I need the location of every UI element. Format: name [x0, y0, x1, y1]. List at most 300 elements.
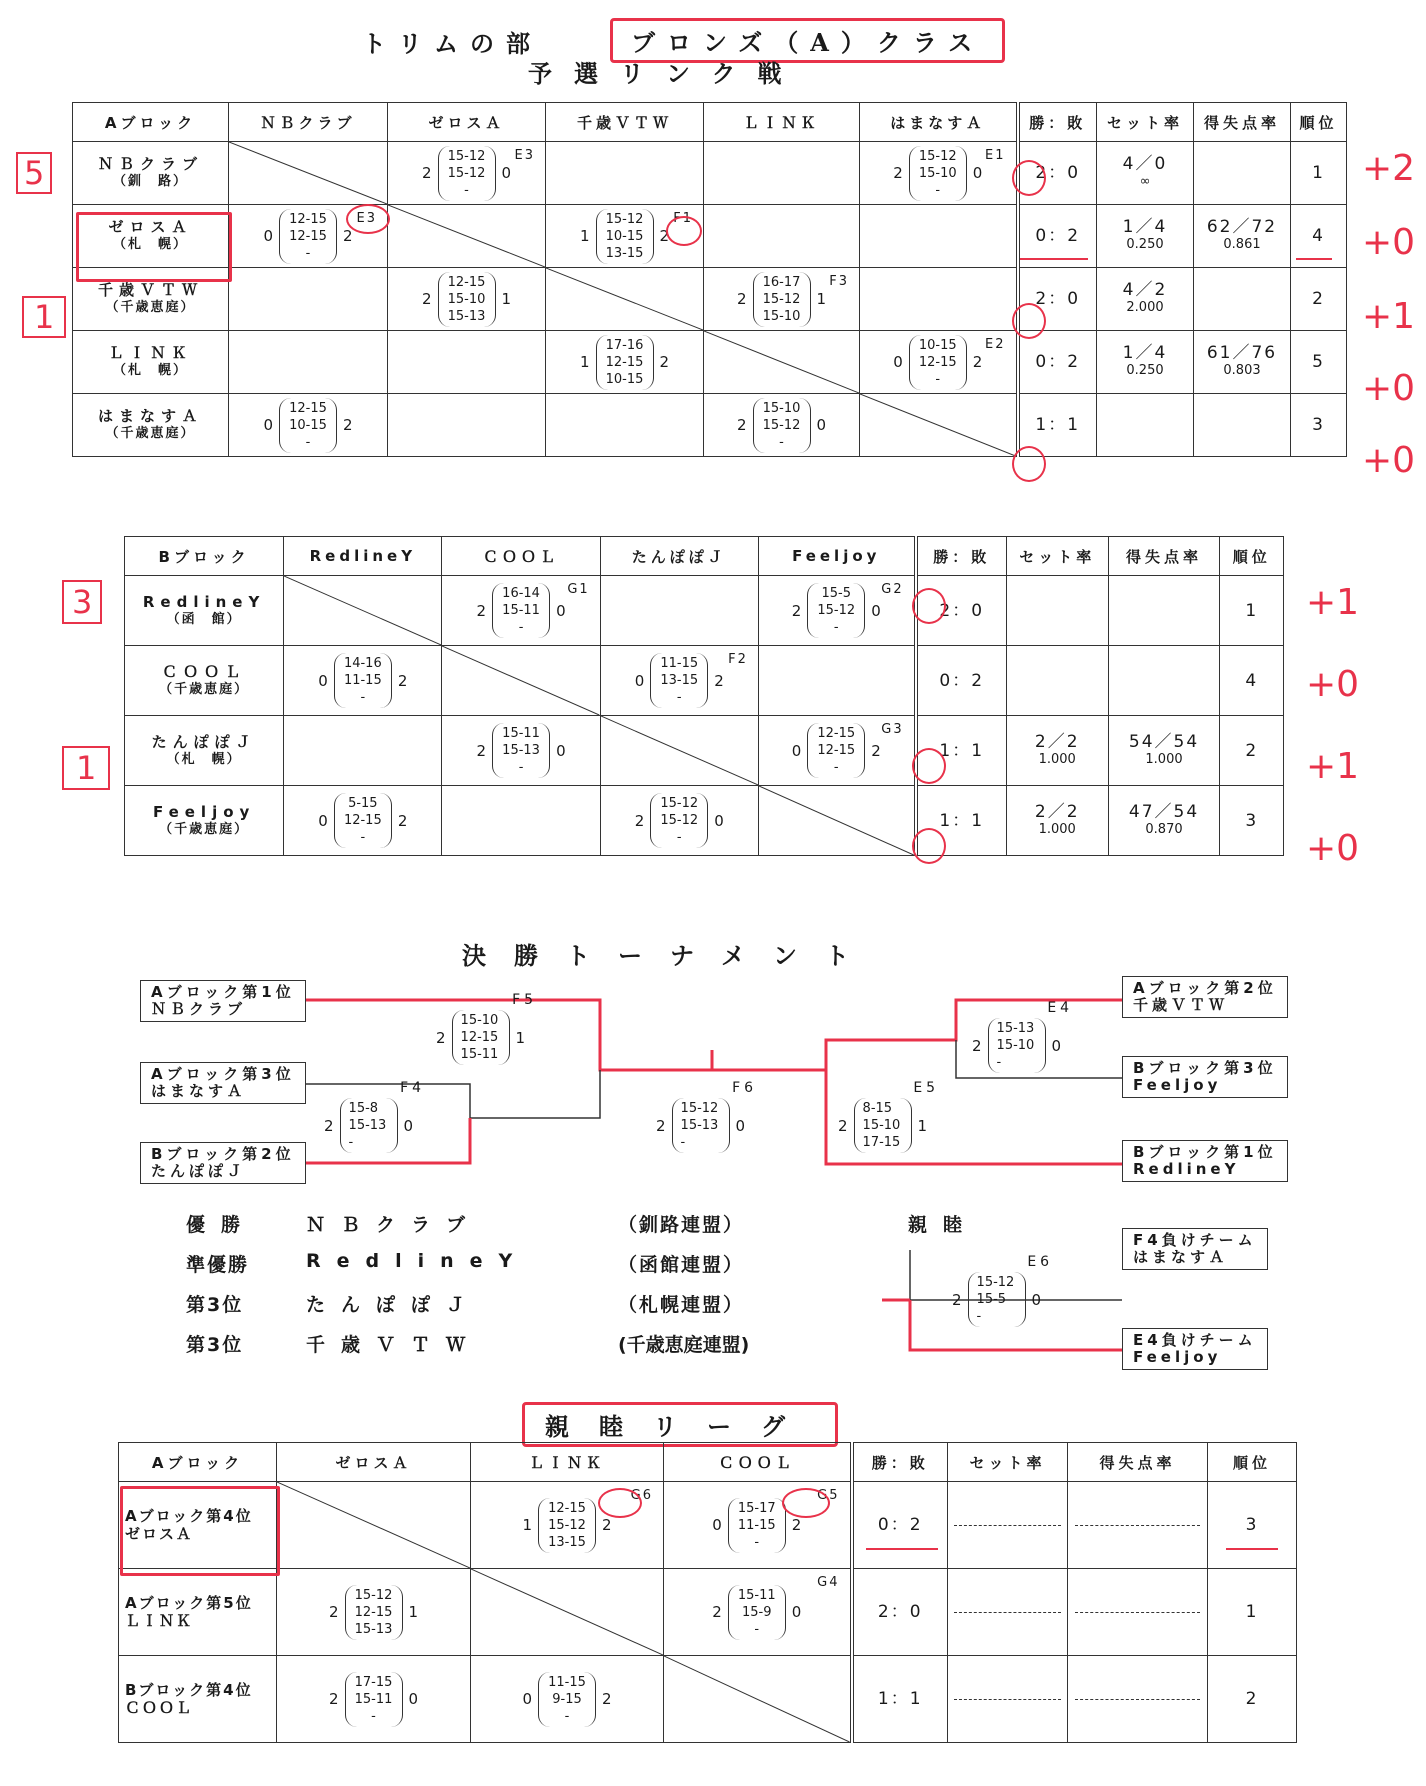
set-score: 15-12 — [918, 148, 957, 164]
point-decimal: 0.870 — [1145, 821, 1183, 837]
wl-header: 勝：敗 — [1018, 103, 1097, 142]
rank-value: 1 — [1245, 600, 1259, 621]
rank-value: 3 — [1245, 1515, 1259, 1535]
team-name-line: はまなすＡ — [97, 407, 203, 425]
set-score: 15-5 — [976, 1292, 1007, 1307]
set-score: 12-15 — [289, 228, 327, 244]
col-header: Feeljoy — [758, 537, 915, 576]
set-score: 10-15 — [918, 337, 957, 353]
friendship-label: 親睦 — [908, 1214, 979, 1236]
match-code: F1 — [673, 211, 693, 226]
set-score: 15-17 — [737, 1500, 776, 1516]
set-score: 15-12 — [660, 796, 699, 811]
friendship-body — [119, 1482, 1297, 1743]
box-line: 千歳ＶＴＷ — [1133, 996, 1229, 1014]
set-score: 15-8 — [348, 1101, 379, 1116]
sets-lost: 0 — [871, 601, 881, 620]
rank-value: 2 — [1245, 740, 1259, 761]
sets-won: 2 — [838, 1116, 848, 1135]
set-score: 11-15 — [343, 673, 382, 688]
delta-b-3: +0 — [1306, 828, 1360, 869]
set-score: - — [464, 182, 469, 198]
match-e4 — [972, 1000, 1074, 1073]
sets-won: 2 — [893, 164, 903, 182]
point-rate-header: 得失点率 — [1108, 537, 1220, 576]
box-line: Aブロック第2位 — [1133, 979, 1277, 997]
win-loss-value: 2：0 — [877, 1602, 923, 1622]
sets-won: 2 — [791, 601, 802, 620]
set-score: 15-11 — [502, 726, 540, 741]
point-rate-header: 得失点率 — [1068, 1443, 1208, 1482]
set-score: 16-17 — [762, 274, 801, 290]
set-score: 15-13 — [996, 1021, 1035, 1036]
sets-won: 0 — [893, 353, 903, 371]
match-cell — [664, 1656, 852, 1743]
rank-value: 5 — [1312, 352, 1325, 372]
set-score: 17-16 — [605, 337, 644, 353]
team-seed: Bブロック第4位 — [125, 1681, 253, 1699]
col-header: たんぽぽＪ — [600, 537, 758, 576]
sets-won: 1 — [579, 227, 590, 245]
set-score: 12-15 — [817, 726, 856, 741]
win-loss — [852, 1482, 948, 1569]
set-score: 13-15 — [660, 673, 699, 688]
set-score: - — [976, 1309, 982, 1324]
match-score — [972, 1018, 1061, 1073]
sets-won: 2 — [328, 1690, 339, 1708]
sets-won: 0 — [791, 741, 802, 760]
match-code: E5 — [913, 1080, 940, 1096]
match-code: F4 — [400, 1080, 426, 1096]
set-score: 16-14 — [502, 586, 540, 601]
win-loss — [852, 1656, 948, 1743]
dashed-line — [1075, 1699, 1200, 1700]
dashed-line — [1075, 1525, 1200, 1526]
set-rate-header: セット率 — [948, 1443, 1068, 1482]
sets-lost: 0 — [791, 1603, 802, 1621]
dashed-line — [954, 1699, 1061, 1700]
match-cell — [277, 1482, 471, 1569]
rank-value: 1 — [1245, 1602, 1259, 1622]
set-scores — [452, 1010, 510, 1065]
set-score: 15-13 — [680, 1118, 719, 1133]
match-e5 — [838, 1080, 940, 1153]
result-team: たんぽぽＪ — [306, 1294, 482, 1316]
box-line: Bブロック第2位 — [151, 1145, 295, 1163]
set-score: - — [348, 1135, 354, 1150]
team-cell — [119, 1569, 277, 1656]
set-score: 15-13 — [354, 1621, 393, 1637]
team-name-line: RedlineY — [142, 592, 266, 611]
result-team: RedlineY — [306, 1250, 529, 1272]
point-rate-header: 得失点率 — [1194, 103, 1291, 142]
result-place: 準優勝 — [186, 1254, 250, 1276]
set-rate-header: セット率 — [1097, 103, 1194, 142]
sets-won: 2 — [972, 1036, 982, 1055]
set-scores — [340, 1098, 398, 1153]
win-loss — [852, 1569, 948, 1656]
set-score: 17-15 — [354, 1674, 393, 1690]
delta-a-3: +0 — [1362, 368, 1416, 409]
point-decimal: 1.000 — [1145, 751, 1183, 767]
match-code: E1 — [985, 148, 1006, 163]
match-code: F2 — [728, 652, 748, 667]
bracket-team-box — [1122, 1056, 1288, 1098]
wl-header: 勝：敗 — [852, 1443, 948, 1482]
class-title: ブロンズ（A）クラス — [610, 18, 1005, 63]
match-score — [712, 1585, 801, 1640]
rank-value: 1 — [1312, 163, 1325, 183]
team-city: （札 幌） — [112, 363, 188, 378]
rank — [1208, 1569, 1297, 1656]
set-score: 15-11 — [354, 1691, 393, 1707]
col-header: ＮＢクラブ — [229, 103, 388, 142]
sets-won: 0 — [634, 671, 645, 690]
set-score: 15-10 — [918, 165, 957, 181]
win-loss-value: 1：1 — [877, 1689, 923, 1709]
set-score: 15-9 — [741, 1604, 772, 1620]
match-code: E4 — [1047, 1000, 1074, 1016]
rank-value: 4 — [1245, 670, 1259, 691]
delta-a-1: +0 — [1362, 222, 1416, 263]
result-league: （札幌連盟） — [618, 1294, 745, 1316]
sets-lost: 2 — [602, 1516, 612, 1534]
sets-lost: 1 — [917, 1116, 928, 1135]
set-ratio: 1／4 — [1122, 343, 1168, 363]
set-score: - — [676, 690, 682, 705]
set-decimal: 2.000 — [1126, 300, 1164, 315]
match-code: E3 — [356, 211, 377, 226]
set-score: 15-12 — [447, 148, 486, 164]
set-score: 15-13 — [348, 1118, 387, 1133]
set-scores — [672, 1098, 730, 1153]
team-name-line: ＣＯＯＬ — [125, 1699, 194, 1717]
point-ratio: 54／54 — [1128, 731, 1200, 752]
set-score: - — [754, 1621, 760, 1637]
team-name-line: ＬＩＮＫ — [108, 344, 193, 362]
sets-won: 2 — [712, 1603, 722, 1621]
sets-won: 2 — [421, 290, 432, 308]
set-score: - — [833, 620, 839, 635]
dashed-line — [1075, 1612, 1200, 1613]
match-cell — [471, 1656, 664, 1743]
set-scores — [728, 1585, 786, 1640]
team-city: （札 幌） — [166, 751, 242, 767]
set-score: 15-13 — [447, 308, 486, 324]
point-ratio: 61／76 — [1206, 343, 1278, 363]
box-line: F4負けチーム — [1133, 1231, 1257, 1249]
result-league: （釧路連盟） — [618, 1214, 745, 1236]
sets-lost: 0 — [714, 811, 724, 830]
team-row — [119, 1482, 1297, 1569]
match-code: F5 — [512, 992, 538, 1008]
match-score — [329, 1672, 418, 1727]
set-scores — [728, 1498, 786, 1553]
set-score: - — [754, 1534, 760, 1550]
match-f5 — [436, 992, 538, 1065]
diagonal-line — [277, 1482, 470, 1568]
sets-lost: 0 — [556, 741, 566, 760]
set-ratio: 2／2 — [1034, 731, 1080, 752]
friendship-title: 親睦リーグ — [522, 1402, 838, 1447]
block-b-label: Bブロック — [125, 537, 284, 576]
bracket-team-box — [140, 980, 306, 1022]
set-score: 15-13 — [502, 743, 540, 758]
friendship-highlight — [120, 1486, 280, 1576]
set-score: 12-15 — [447, 274, 486, 290]
set-score: - — [305, 245, 311, 261]
set-score: - — [833, 760, 839, 775]
box-line: Feeljoy — [1133, 1348, 1222, 1366]
rank-value: 2 — [1312, 289, 1325, 309]
set-score: - — [518, 620, 524, 635]
set-score: - — [935, 182, 941, 198]
friendship-table — [118, 1442, 1297, 1743]
match-cell — [277, 1656, 471, 1743]
rank-value: 3 — [1312, 415, 1325, 435]
match-cell — [664, 1569, 852, 1656]
point-decimal: 0.861 — [1223, 237, 1261, 252]
sets-lost: 2 — [602, 1690, 612, 1708]
win-loss-value: 0：2 — [877, 1515, 923, 1535]
box-line: はまなすＡ — [151, 1082, 247, 1100]
bracket-team-box — [1122, 976, 1288, 1018]
set-score: 15-12 — [548, 1517, 586, 1533]
set-score: 15-12 — [354, 1587, 393, 1603]
team-city: （札 幌） — [112, 237, 188, 252]
team-name — [119, 1681, 276, 1717]
col-header: ＣＯＯＬ — [664, 1443, 852, 1482]
set-score: - — [676, 830, 682, 845]
set-ratio: 1／4 — [1122, 217, 1168, 237]
set-decimal: 1.000 — [1038, 821, 1076, 837]
delta-b-1: +0 — [1306, 664, 1360, 705]
set-decimal: ∞ — [1139, 174, 1151, 189]
set-score: 15-12 — [976, 1275, 1015, 1290]
set-score: 15-5 — [821, 586, 851, 601]
sets-won: 2 — [736, 416, 747, 434]
match-cell — [277, 1569, 471, 1656]
sets-won: 2 — [952, 1290, 962, 1309]
set-score: 12-15 — [289, 400, 327, 416]
team-city: （千歳恵庭） — [159, 821, 250, 837]
win-loss-value: 1：1 — [939, 810, 985, 831]
result-team: ＮＢクラブ — [306, 1214, 482, 1236]
team-city: （千歳恵庭） — [159, 681, 250, 697]
sets-lost: 1 — [816, 290, 827, 308]
box-line: E4負けチーム — [1133, 1331, 1257, 1349]
match-code: G6 — [630, 1488, 653, 1503]
team-city: （千歳恵庭） — [105, 300, 196, 315]
set-decimal: 0.250 — [1126, 363, 1164, 378]
win-loss-value: 2：0 — [939, 600, 985, 621]
sets-lost: 0 — [735, 1116, 746, 1135]
col-header: ゼロスＡ — [277, 1443, 471, 1482]
sets-lost: 0 — [556, 601, 566, 620]
result-league: （函館連盟） — [618, 1254, 745, 1276]
division-title: トリムの部 — [362, 29, 542, 58]
sets-lost: 0 — [501, 164, 512, 182]
col-header: 千歳ＶＴＷ — [546, 103, 704, 142]
match-f4 — [324, 1080, 426, 1153]
tournament-title: 決勝トーナメント — [462, 941, 878, 970]
match-code: E6 — [1027, 1254, 1054, 1270]
sets-won: 2 — [328, 1603, 339, 1621]
circle-mark — [598, 1488, 642, 1518]
match-code: G3 — [881, 722, 904, 737]
match-code: G5 — [817, 1488, 840, 1503]
match-score — [324, 1098, 413, 1153]
set-score: 10-15 — [605, 371, 644, 387]
sets-lost: 2 — [343, 227, 353, 245]
set-score: 10-15 — [605, 228, 644, 244]
point-rate — [1068, 1569, 1208, 1656]
set-score: 12-15 — [289, 211, 327, 227]
set-score: - — [779, 434, 784, 450]
sets-lost: 1 — [515, 1028, 526, 1047]
match-code: E2 — [985, 337, 1006, 352]
set-score: 15-11 — [737, 1587, 776, 1603]
sets-lost: 0 — [408, 1690, 419, 1708]
rank-value: 2 — [1245, 1689, 1259, 1709]
box-line: Bブロック第1位 — [1133, 1143, 1277, 1161]
set-ratio: 2／2 — [1034, 801, 1080, 822]
sets-lost: 0 — [1031, 1290, 1042, 1309]
sets-won: 2 — [324, 1116, 334, 1135]
set-score: 15-12 — [817, 603, 856, 618]
set-score: 15-10 — [447, 291, 486, 307]
sets-lost: 2 — [659, 353, 670, 371]
point-decimal: 0.803 — [1223, 363, 1261, 378]
team-row — [119, 1569, 1297, 1656]
set-score: 15-10 — [862, 1118, 901, 1133]
box-line: たんぽぽＪ — [151, 1162, 247, 1180]
diagonal-line — [471, 1569, 663, 1655]
sets-lost: 0 — [1051, 1036, 1062, 1055]
set-score: 12-15 — [605, 354, 644, 370]
set-score: 12-15 — [460, 1030, 499, 1045]
note-a-2: 1 — [22, 296, 66, 338]
set-score: 15-11 — [460, 1047, 499, 1062]
team-city: （函 館） — [166, 611, 242, 627]
sets-won: 0 — [522, 1690, 532, 1708]
col-header: ＬＩＮＫ — [471, 1443, 664, 1482]
team-city: （釧 路） — [112, 174, 188, 189]
sets-won: 2 — [476, 601, 487, 620]
delta-a-4: +0 — [1362, 440, 1416, 481]
win-loss-value: 0：2 — [1035, 226, 1081, 246]
point-ratio: 47／54 — [1128, 801, 1200, 822]
match-code: F6 — [732, 1080, 758, 1096]
set-score: 12-15 — [817, 743, 856, 758]
diagonal-line — [664, 1656, 850, 1742]
set-rate — [948, 1656, 1068, 1743]
sets-lost: 2 — [397, 811, 408, 830]
col-header: ＣＯＯＬ — [442, 537, 600, 576]
league-title: 予選リンク戦 — [528, 59, 804, 88]
sets-lost: 2 — [714, 671, 724, 690]
sets-lost: 2 — [397, 671, 408, 690]
box-line: Bブロック第3位 — [1133, 1059, 1277, 1077]
bracket-match — [952, 1254, 1054, 1327]
bracket-team-box — [1122, 1228, 1268, 1270]
delta-a-0: +2 — [1362, 148, 1416, 189]
point-rate — [1068, 1656, 1208, 1743]
set-score: 14-16 — [343, 656, 382, 671]
set-decimal: 0.250 — [1126, 237, 1164, 252]
set-score: 15-12 — [660, 813, 699, 828]
rank-value: 3 — [1245, 810, 1259, 831]
set-score: 10-15 — [289, 417, 327, 433]
sets-lost: 2 — [972, 353, 983, 371]
set-score: 15-10 — [460, 1013, 499, 1028]
box-line: RedlineY — [1133, 1160, 1240, 1178]
rank — [1208, 1482, 1297, 1569]
team-name-line: ＬＩＮＫ — [125, 1612, 194, 1630]
team-seed: Aブロック第4位 — [125, 1507, 253, 1525]
set-score: - — [360, 690, 366, 705]
block-a-label: Aブロック — [73, 103, 229, 142]
friendship-label-cell: Aブロック — [119, 1443, 277, 1482]
delta-b-2: +1 — [1306, 746, 1360, 787]
sets-won: 0 — [263, 416, 273, 434]
set-ratio: 4／2 — [1122, 280, 1168, 300]
set-score: 12-15 — [354, 1604, 393, 1620]
set-score: 15-12 — [447, 165, 486, 181]
underline-mark — [1226, 1548, 1278, 1550]
match-score — [952, 1272, 1041, 1327]
match-code: E3 — [514, 148, 535, 163]
sets-won: 2 — [476, 741, 487, 760]
team-name-line: ゼロスＡ — [125, 1525, 194, 1543]
bracket-match — [324, 1080, 426, 1153]
rank-header: 順位 — [1291, 103, 1347, 142]
team-name-line: ゼロスＡ — [108, 218, 193, 236]
sets-lost: 0 — [403, 1116, 414, 1135]
set-score: 15-11 — [502, 603, 540, 618]
delta-a-2: +1 — [1362, 296, 1416, 337]
set-score: 15-10 — [762, 308, 801, 324]
set-score: 15-12 — [680, 1101, 719, 1116]
set-score: 15-12 — [762, 291, 801, 307]
set-score: 8-15 — [862, 1101, 893, 1116]
set-rate — [948, 1569, 1068, 1656]
col-header: ゼロスＡ — [388, 103, 546, 142]
set-score: 15-12 — [762, 417, 801, 433]
rank-value: 4 — [1312, 226, 1325, 246]
match-code: F3 — [829, 274, 849, 289]
team-city: （千歳恵庭） — [105, 426, 196, 441]
set-score: 11-15 — [548, 1674, 586, 1690]
set-scores — [345, 1585, 403, 1640]
box-line: はまなすＡ — [1133, 1248, 1229, 1266]
wl-header: 勝：敗 — [916, 537, 1007, 576]
bracket-match — [656, 1080, 758, 1153]
dashed-line — [954, 1525, 1061, 1526]
team-row — [119, 1656, 1297, 1743]
result-league: (千歳恵庭連盟) — [618, 1334, 750, 1356]
sets-lost: 2 — [343, 416, 353, 434]
sets-won: 1 — [579, 353, 590, 371]
bracket-match — [972, 1000, 1074, 1073]
win-loss-value: 2：0 — [1035, 163, 1081, 183]
set-score: - — [360, 830, 366, 845]
set-score: 17-15 — [862, 1135, 901, 1150]
match-score — [656, 1098, 745, 1153]
set-score: 13-15 — [605, 245, 644, 261]
box-line: ＮＢクラブ — [151, 1000, 247, 1018]
sets-won: 2 — [634, 811, 645, 830]
